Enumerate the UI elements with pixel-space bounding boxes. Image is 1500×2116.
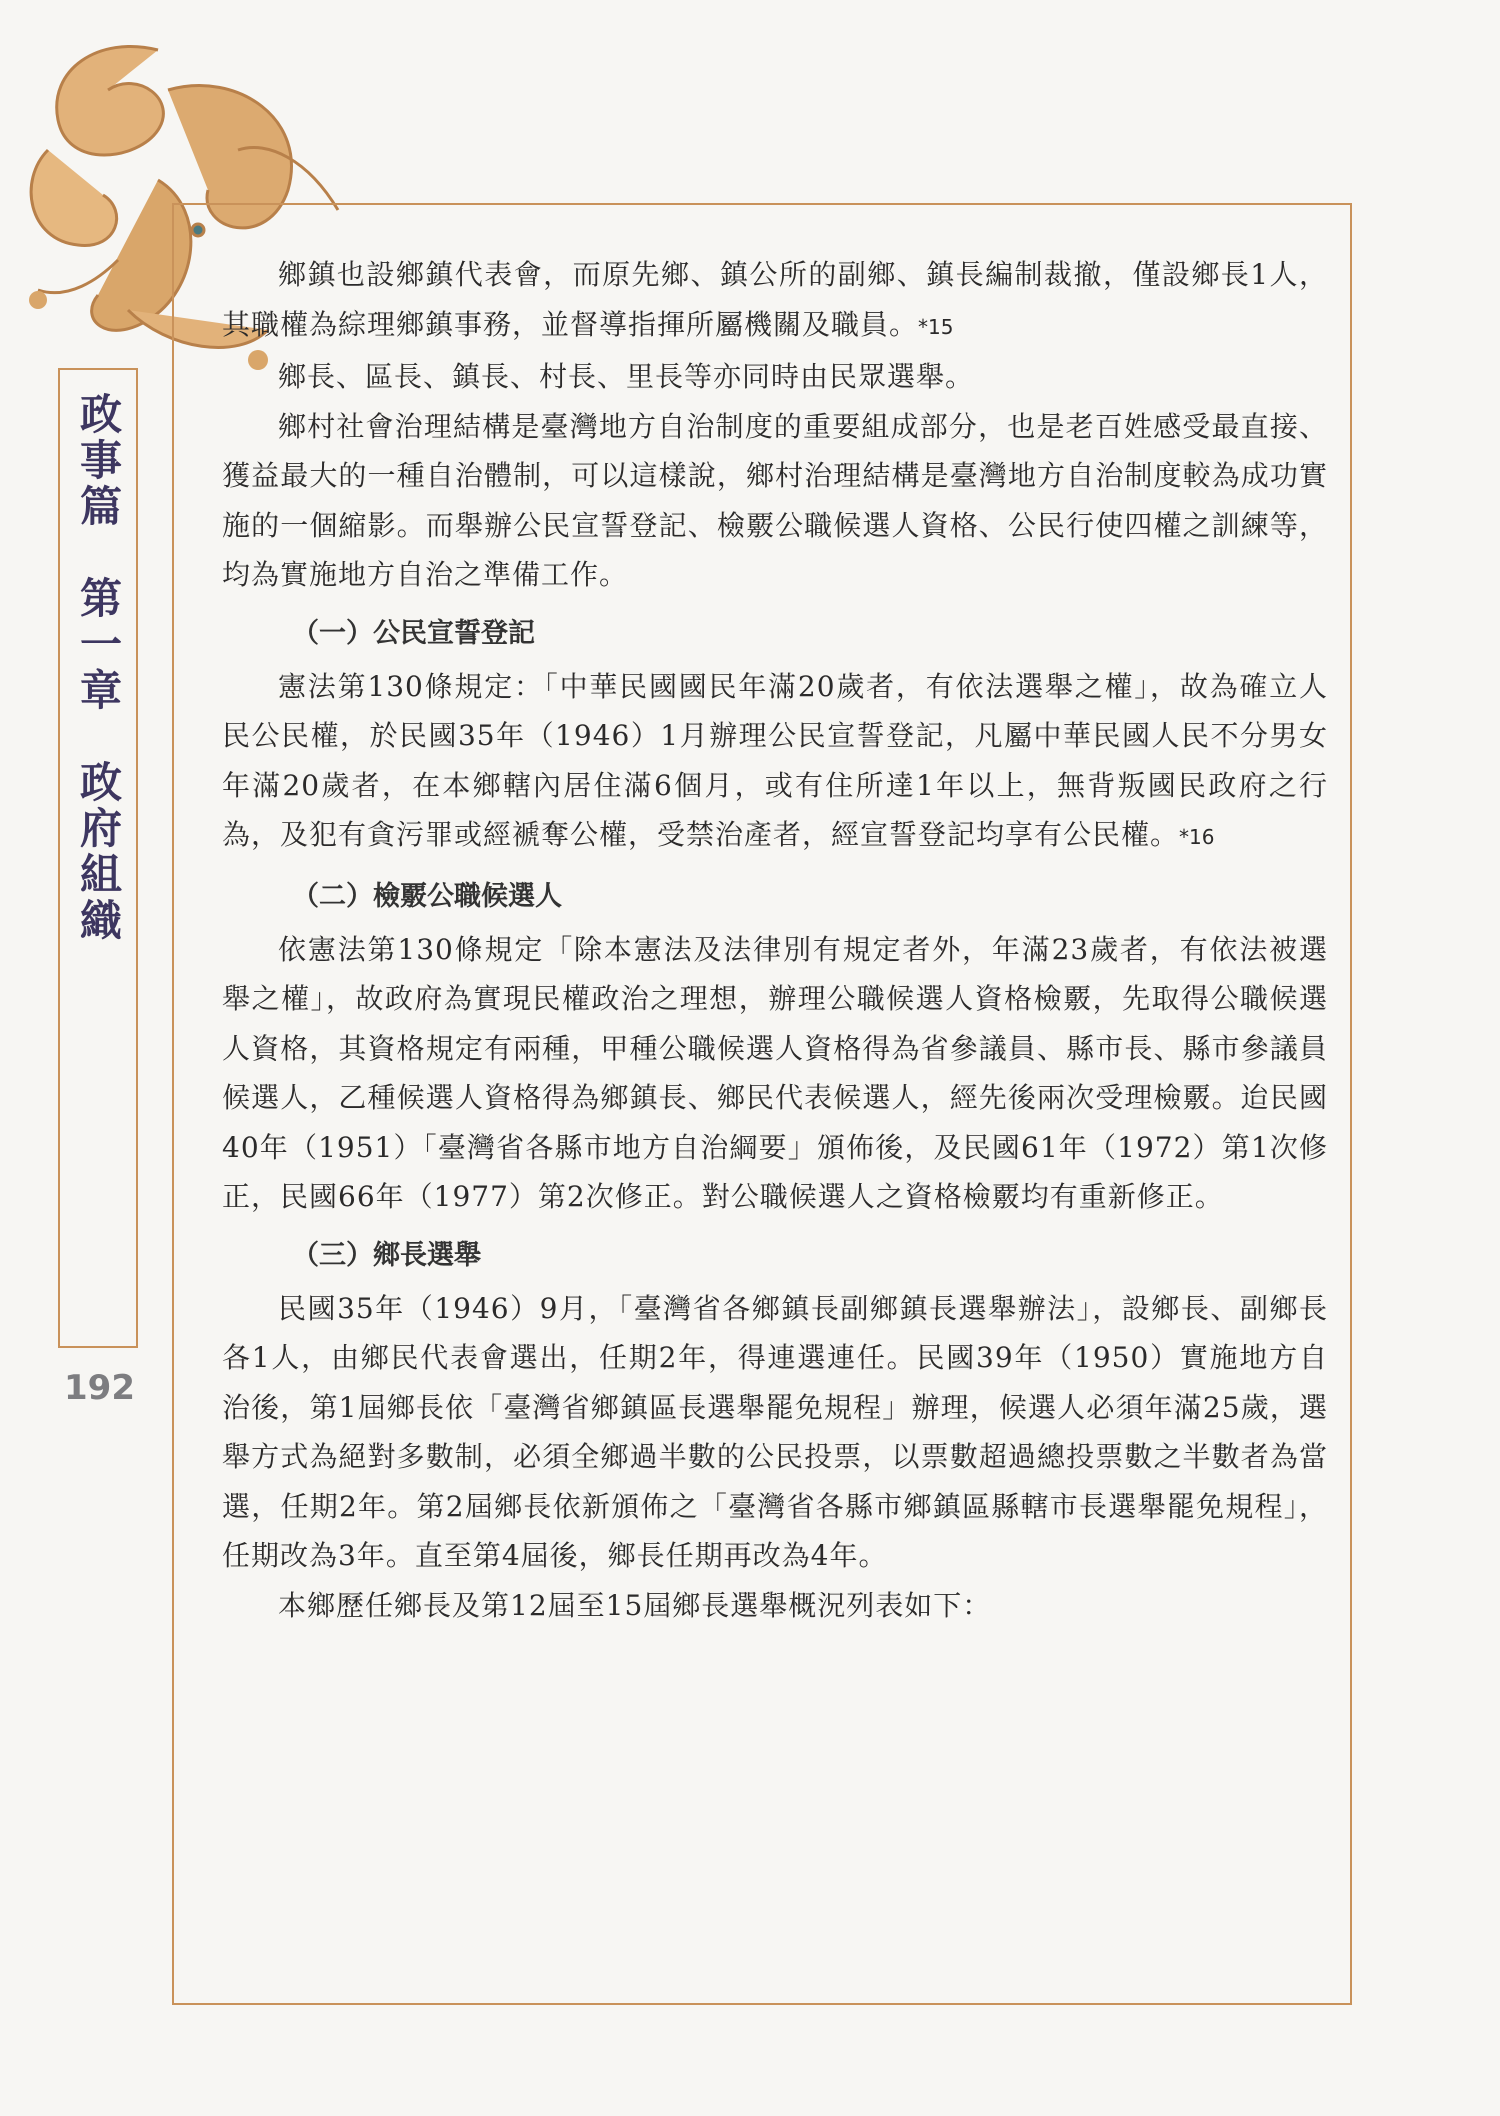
chapter-title: 政事篇 第一章 政府組織 bbox=[74, 392, 123, 944]
paragraph-text: 鄉鎮也設鄉鎮代表會，而原先鄉、鎮公所的副鄉、鎮長編制裁撤，僅設鄉長1人，其職權為綜理鄉鎮事務，並督導指揮所屬機關及職員。 bbox=[222, 258, 1328, 341]
paragraph-text: 鄉村社會治理結構是臺灣地方自治制度的重要組成部分，也是老百姓感受最直接、獲益最大的一種自治體制，可以這樣說，鄉村治理結構是臺灣地方自治制度較為成功實施的一個縮影。而舉辦公民宣誓登記、檢覈公職候選人資格、公民行使四權之訓練等，均為實施地方自治之準備工作。 bbox=[222, 409, 1328, 591]
paragraph bbox=[222, 250, 1328, 352]
paragraph-text: 依憲法第130條規定「除本憲法及法律別有規定者外，年滿23歲者，有依法被選舉之權」，故政府為實現民權政治之理想，辦理公職候選人資格檢覈，先取得公職候選人資格，其資格規定有兩種，甲種公職候選人資格得為省參議員、縣市長、縣市參議員候選人，乙種候選人資格得為鄉鎮長、鄉民代表候選人，經先後兩次受理檢覈。迨民國40年（1951）「臺灣省各縣市地方自治綱要」頒佈後，及民國61年（1972）第1次修正，民國66年（1977）第2次修正。對公職候選人之資格檢覈均有重新修正。 bbox=[222, 932, 1328, 1213]
main-text bbox=[222, 250, 1328, 1630]
paragraph-text: 民國35年（1946）9月，「臺灣省各鄉鎮長副鄉鎮長選舉辦法」，設鄉長、副鄉長各1人，由鄉民代表會選出，任期2年，得連選連任。民國39年（1950）實施地方自治後，第1屆鄉長依「臺灣省鄉鎮區長選舉罷免規程」辦理，候選人必須年滿25歲，選舉方式為絕對多數制，必須全鄉過半數的公民投票，以票數超過總投票數之半數者為當選，任期2年。第2屆鄉長依新頒佈之「臺灣省各縣市鄉鎮區縣轄市長選舉罷免規程」，任期改為3年。直至第4屆後，鄉長任期再改為4年。 bbox=[222, 1291, 1328, 1572]
paragraph bbox=[222, 662, 1328, 863]
section-heading: （一）公民宣誓登記 bbox=[292, 617, 535, 649]
paragraph bbox=[222, 1284, 1328, 1581]
section-heading: （三）鄉長選舉 bbox=[292, 1239, 481, 1271]
section-heading: （二）檢覈公職候選人 bbox=[292, 880, 562, 912]
paragraph bbox=[222, 1581, 1328, 1631]
paragraph-text: 本鄉歷任鄉長及第12屆至15屆鄉長選舉概況列表如下： bbox=[278, 1588, 992, 1622]
paragraph bbox=[222, 925, 1328, 1222]
paragraph-text: 鄉長、區長、鎮長、村長、里長等亦同時由民眾選舉。 bbox=[278, 360, 975, 393]
paragraph bbox=[222, 352, 1328, 402]
paragraph-text: 憲法第130條規定：「中華民國國民年滿20歲者，有依法選舉之權」，故為確立人民公民權，於民國35年（1946）1月辦理公民宣誓登記，凡屬中華民國人民不分男女年滿20歲者，在本鄉轄內居住滿6個月，或有住所達1年以上，無背叛國民政府之行為，及犯有貪污罪或經褫奪公權，受禁治產者，經宣誓登記均享有公民權。 bbox=[222, 669, 1328, 851]
footnote-ref: *16 bbox=[1179, 825, 1215, 849]
footnote-ref: *15 bbox=[918, 314, 954, 339]
page-number: 192 bbox=[64, 1368, 135, 1408]
sidebar-box bbox=[58, 368, 138, 1348]
paragraph bbox=[222, 402, 1328, 600]
